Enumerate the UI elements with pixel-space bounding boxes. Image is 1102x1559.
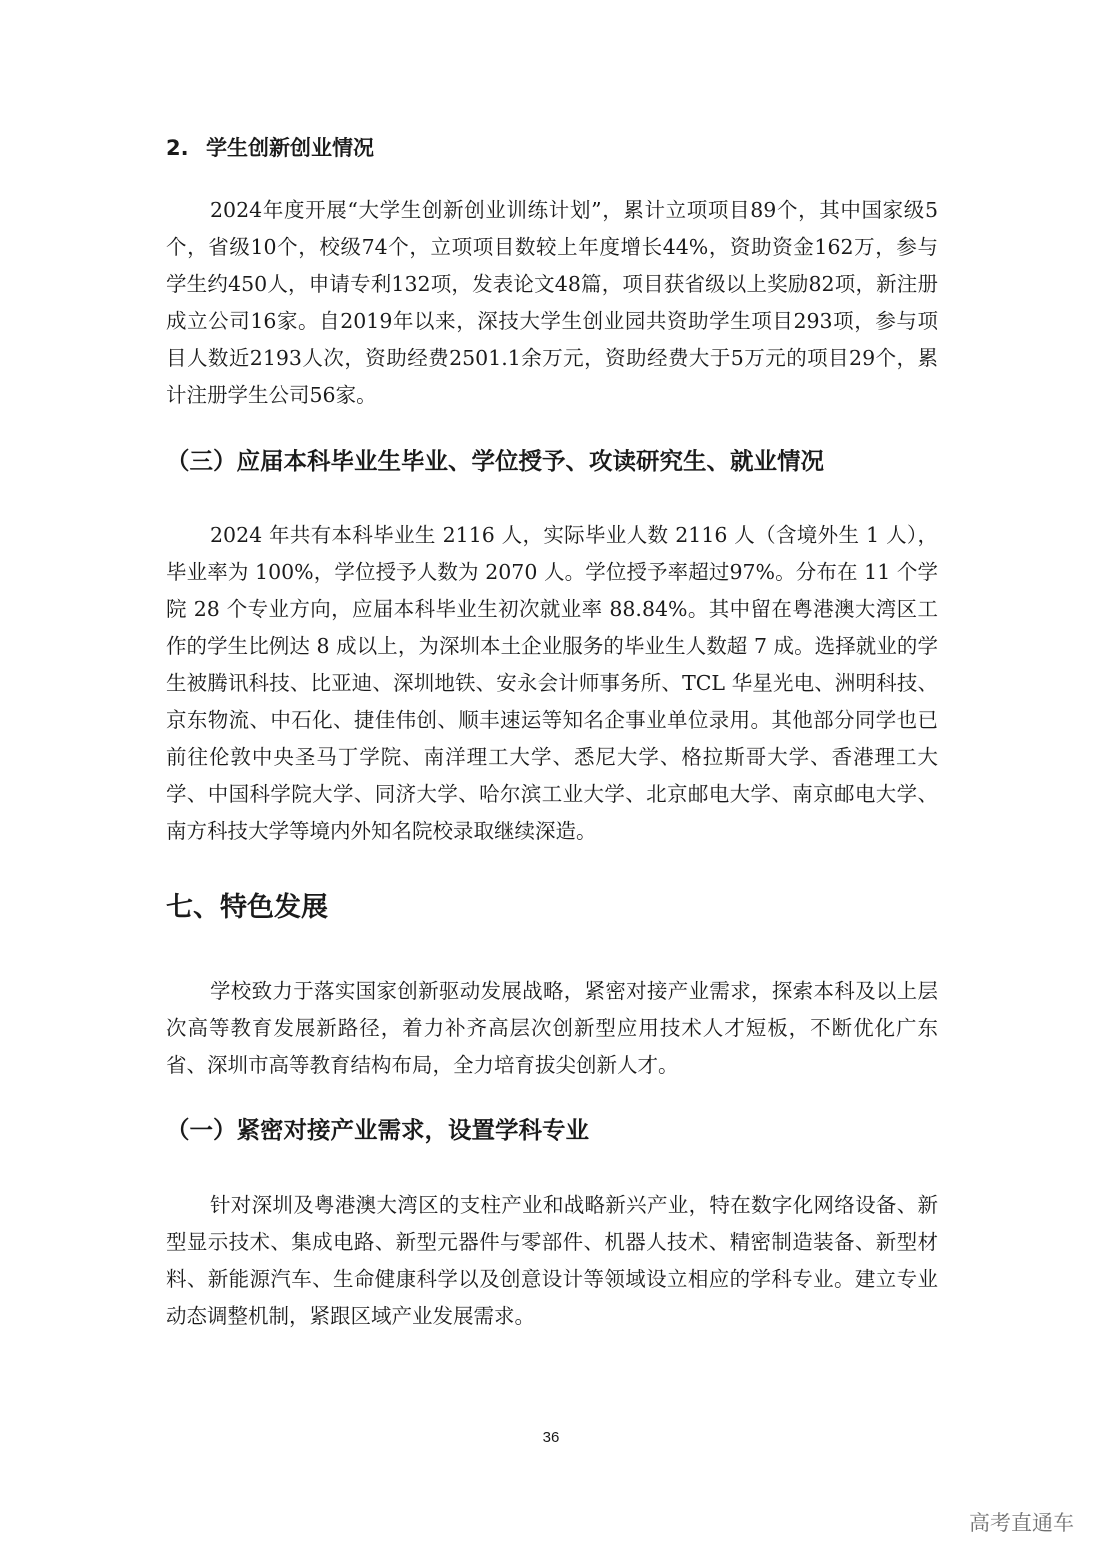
paragraph-distinctive-development: 学校致力于落实国家创新驱动发展战略，紧密对接产业需求，探索本科及以上层次高等教育发展新路径，着力补齐高层次创新型应用技术人才短板，不断优化广东省、深圳市高等教育结构布局，全力培育拔尖创新人才。 <box>166 979 938 1077</box>
page-number: 36 <box>542 1429 560 1446</box>
paragraph-innovation-stats: 2024年度开展“大学生创新创业训练计划”，累计立项项目89个，其中国家级5个，省级10个，校级74个，立项项目数较上年度增长44%，资助资金162万，参与学生约450人，申请专利132项，发表论文48篇，项目获省级以上奖励82项，新注册成立公司16家。自2019年以来，深技大学生创业园共资助学生项目293项，参与项目人数近2193人次，资助经费2501.1余万元，资助经费大于5万元的项目29个，累计注册学生公司56家。 <box>166 198 938 407</box>
section-heading-graduates: （三）应届本科毕业生毕业、学位授予、攻读研究生、就业情况 <box>166 447 824 475</box>
section-title: 学生创新创业情况 <box>206 136 374 160</box>
section-heading-industry-alignment: （一）紧密对接产业需求，设置学科专业 <box>166 1116 589 1144</box>
watermark-text: 高考直通车 <box>969 1511 1074 1535</box>
paragraph-graduate-employment: 2024 年共有本科毕业生 2116 人，实际毕业人数 2116 人（含境外生 1 人），毕业率为 100%，学位授予人数为 2070 人。学位授予率超过97%。分布在 11 个学院 28 个专业方向，应届本科毕业生初次就业率 88.84%。其中留在粤港澳大湾区工作的学生比例达 8 成以上，为深圳本土企业服务的毕业生人数超 7 成。选择就业的学生被腾讯科技、比亚迪、深圳地铁、安永会计师事务所、TCL 华星光电、洲明科技、京东物流、中石化、捷佳伟创、顺丰速运等知名企事业单位录用。其他部分同学也已前往伦敦中央圣马丁学院、南洋理工大学、悉尼大学、格拉斯哥大学、香港理工大学、中国科学院大学、同济大学、哈尔滨工业大学、北京邮电大学、南京邮电大学、南方科技大学等境内外知名院校录取继续深造。 <box>166 523 938 843</box>
paragraph-industry-alignment: 针对深圳及粤港澳大湾区的支柱产业和战略新兴产业，特在数字化网络设备、新型显示技术、集成电路、新型元器件与零部件、机器人技术、精密制造装备、新型材料、新能源汽车、生命健康科学以及创意设计等领域设立相应的学科专业。建立专业动态调整机制，紧跟区域产业发展需求。 <box>166 1193 938 1328</box>
section-number: 2. <box>166 136 189 160</box>
chapter-heading-distinctive-development: 七、特色发展 <box>166 892 328 923</box>
section-heading-student-innovation <box>166 132 374 164</box>
